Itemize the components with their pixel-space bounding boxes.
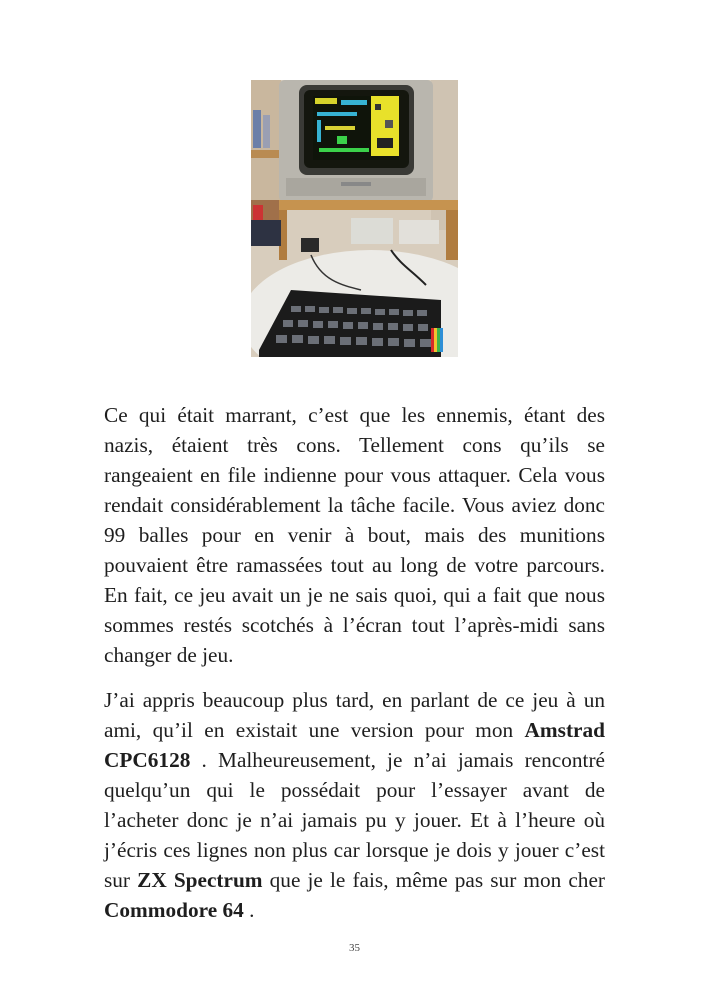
photo-zx-spectrum-setup <box>251 80 458 357</box>
body-text <box>104 400 605 925</box>
paragraph-2-part-4: . <box>243 898 255 922</box>
page-number: 35 <box>349 942 360 954</box>
product-zx-spectrum: ZX Spectrum <box>137 868 263 892</box>
paragraph-2 <box>104 685 605 925</box>
product-commodore: Commodore 64 <box>104 898 244 922</box>
paragraph-2-part-3: que je le fais, même pas sur mon cher <box>262 868 605 892</box>
paragraph-2-part-2: . Malheureusement, je n’ai jamais rencontré quelqu’un qui le possédait pour l’essayer avant de l’acheter donc je n’ai jamais pu y jouer. Et à l’heure où j’écris ces lignes non plus car lorsque je dois y jouer c’est sur <box>104 748 605 892</box>
photo-illustration <box>251 80 458 357</box>
paragraph-1: Ce qui était marrant, c’est que les ennemis, étant des nazis, étaient très cons. Tellement cons qu’ils se rangeaient en file indienne pour vous attaquer. Cela vous rendait considérablement la tâche facile. Vous aviez donc 99 balles pour en venir à bout, mais des munitions pouvaient être ramassées tout au long de votre parcours. En fait, ce jeu avait un je ne sais quoi, qui a fait que nous sommes restés scotchés à l’écran tout l’après-midi sans changer de jeu. <box>104 403 605 667</box>
paragraph-2-part-1: J’ai appris beaucoup plus tard, en parlant de ce jeu à un ami, qu’il en existait une version pour mon <box>104 688 605 742</box>
product-amstrad: Amstrad CPC6128 <box>104 718 605 772</box>
